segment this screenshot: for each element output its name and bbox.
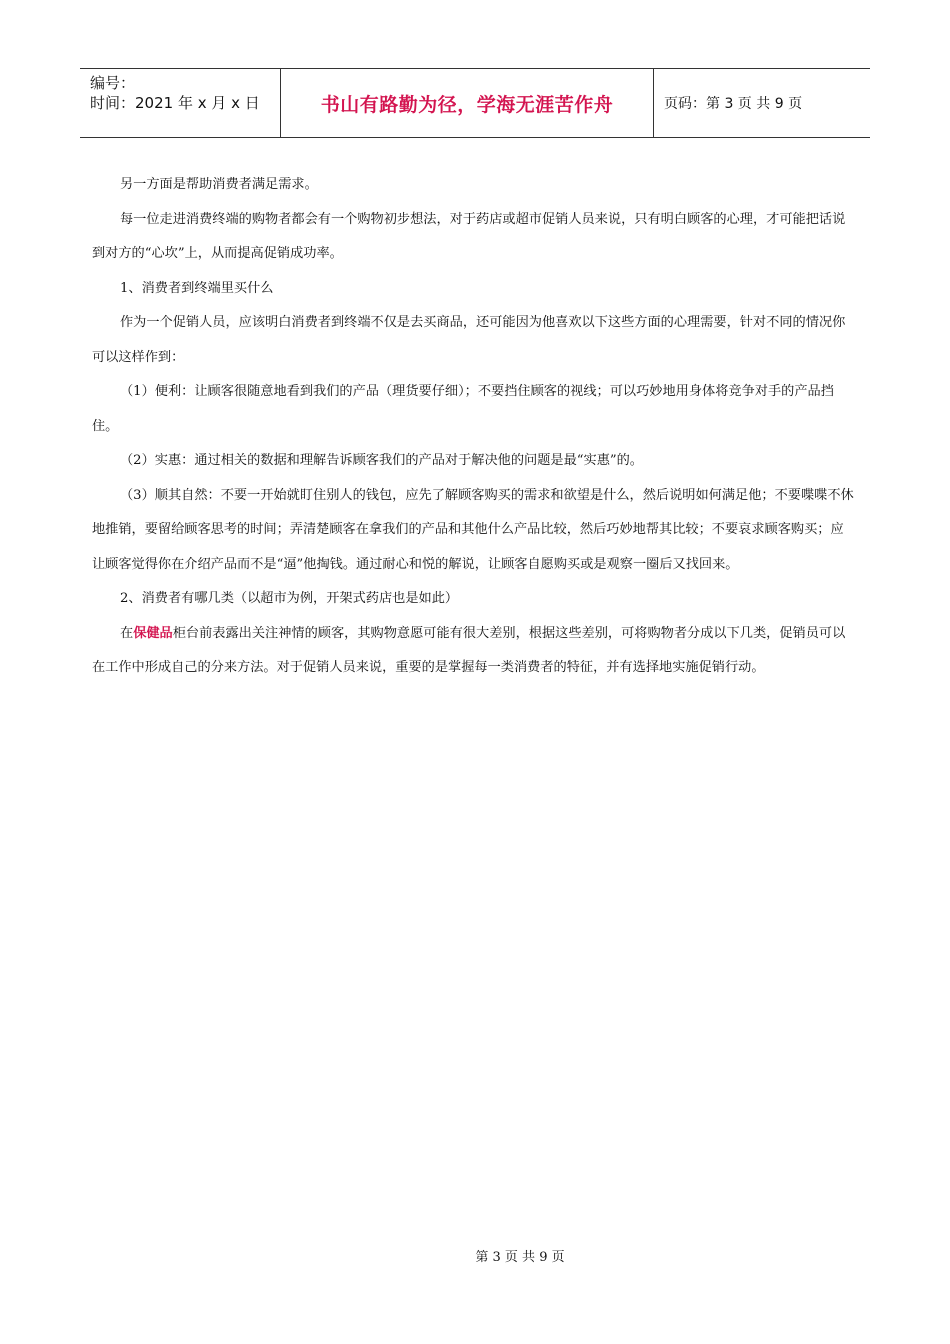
number-label: 编号：: [90, 74, 136, 92]
document-header: [80, 68, 870, 138]
list-item: （1）便利：让顾客很随意地看到我们的产品（理货要仔细）；不要挡住顾客的视线；可以巧妙地用身体将竞争对手的产品挡住。: [92, 384, 834, 434]
list-item: （2）实惠：通过相关的数据和理解告诉顾客我们的产品对于解决他的问题是最“实惠”的。: [120, 453, 643, 468]
section-heading: 2、消费者有哪几类（以超市为例，开架式药店也是如此）: [120, 591, 459, 606]
date-label: 时间：2021 年 x 月 x 日: [90, 94, 260, 112]
page-footer: 第 3 页 共 9 页: [475, 1250, 565, 1265]
header-page-label: 页码：第 3 页 共 9 页: [664, 96, 803, 112]
highlight-link[interactable]: 保健品: [133, 625, 173, 641]
paragraph-rest: 柜台前表露出关注神情的顾客，其购物意愿可能有很大差别，根据这些差别，可将购物者分成以下几类，促销员可以在工作中形成自己的分来方法。对于促销人员来说，重要的是掌握每一类消费者的特征，并有选择地实施促销行动。: [92, 625, 846, 675]
paragraph: 作为一个促销人员，应该明白消费者到终端不仅是去买商品，还可能因为他喜欢以下这些方面的心理需要，针对不同的情况你可以这样作到：: [92, 315, 846, 365]
list-item: （3）顺其自然：不要一开始就盯住别人的钱包，应先了解顾客购买的需求和欲望是什么，然后说明如何满足他；不要喋喋不休地推销，要留给顾客思考的时间；弄清楚顾客在拿我们的产品和其他什么产品比较，然后巧妙地帮其比较；不要哀求顾客购买；应让顾客觉得你在介绍产品而不是“逼”他掏钱。通过耐心和悦的解说，让顾客自愿购买或是观察一圈后又找回来。: [92, 487, 854, 572]
header-motto: 书山有路勤为径，学海无涯苦作舟: [280, 69, 654, 137]
paragraph: 每一位走进消费终端的购物者都会有一个购物初步想法，对于药店或超市促销人员来说，只有明白顾客的心理，才可能把话说到对方的“心坎”上，从而提高促销成功率。: [92, 211, 846, 261]
header-meta: [80, 69, 280, 137]
section-heading: 1、消费者到终端里买什么: [120, 280, 274, 296]
paragraph: 另一方面是帮助消费者满足需求。: [120, 177, 318, 192]
paragraph: [92, 617, 854, 686]
document-body: [92, 168, 854, 686]
paragraph-prefix: 在: [120, 625, 134, 641]
